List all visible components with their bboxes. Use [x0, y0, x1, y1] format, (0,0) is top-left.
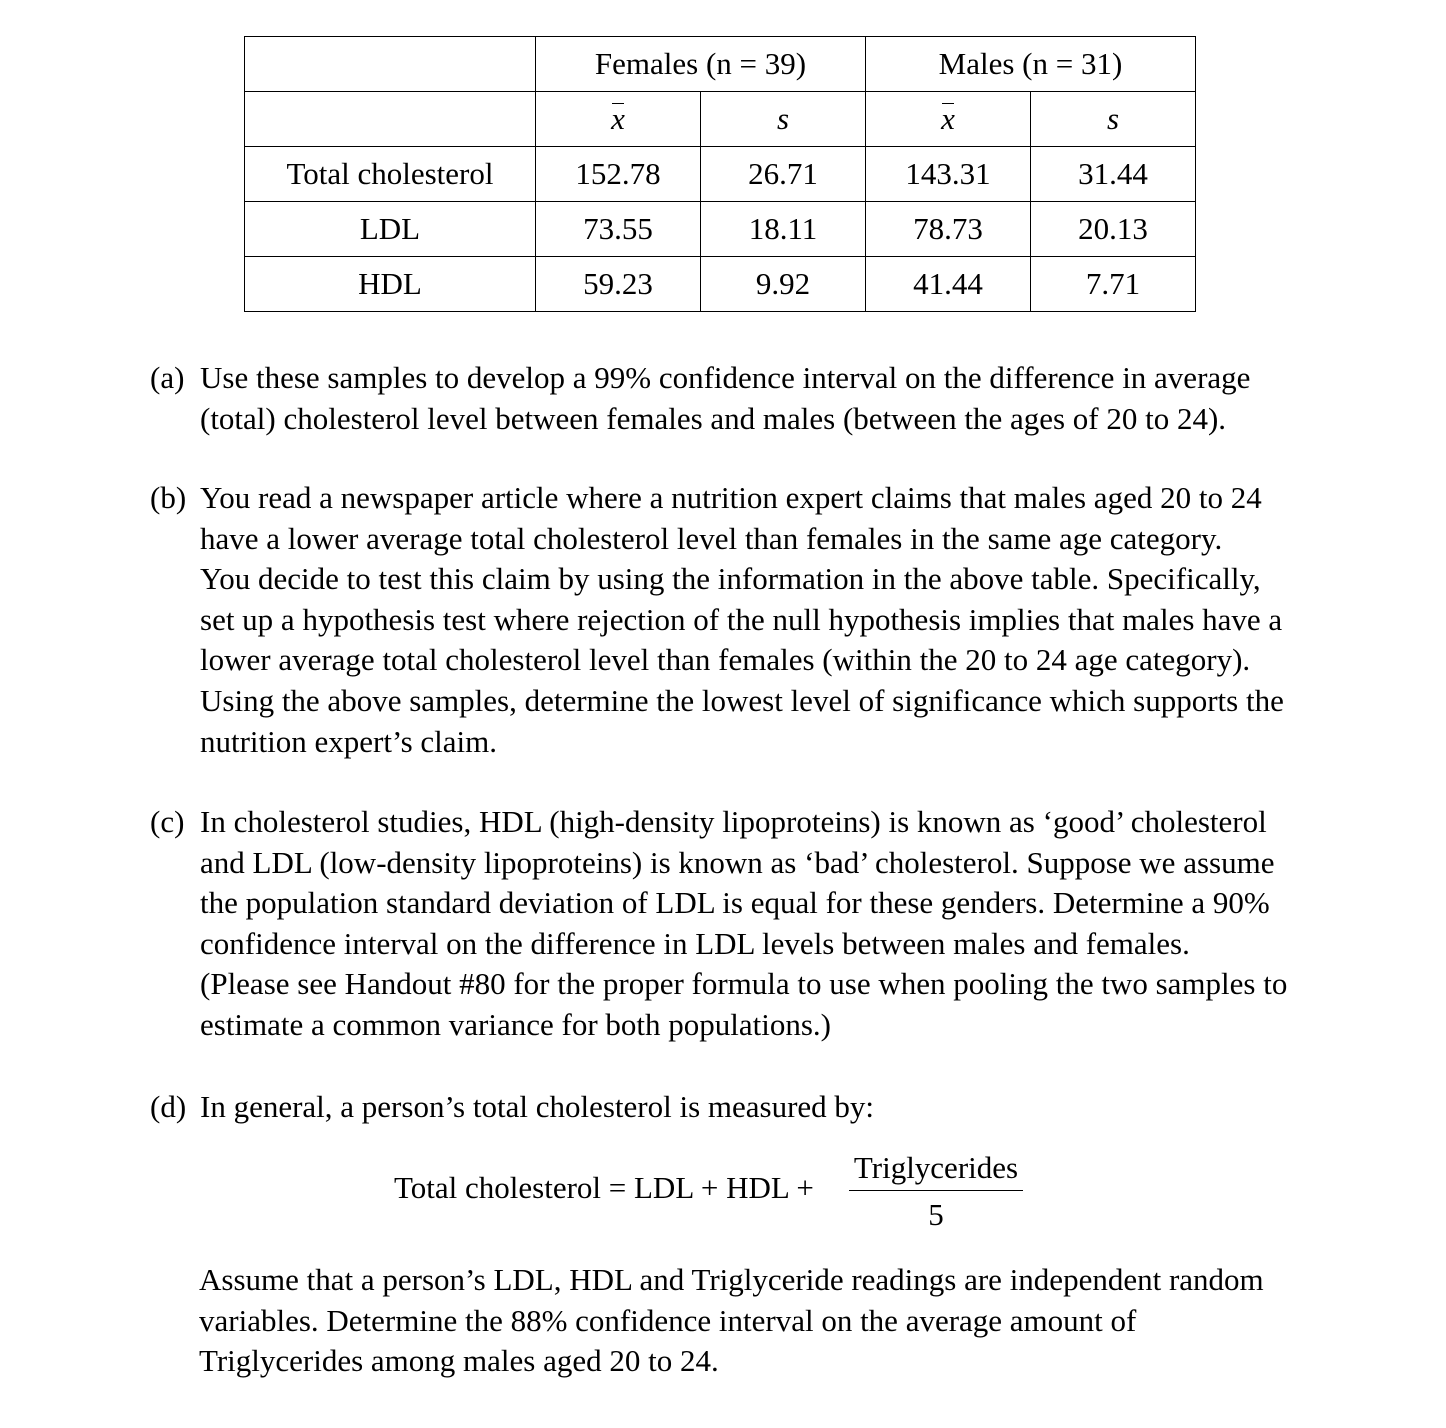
row-label: Total cholesterol: [245, 147, 536, 202]
table-cell: 143.31: [866, 147, 1031, 202]
row-label: HDL: [245, 257, 536, 312]
text-line: variables. Determine the 88% confidence interval on the average amount of: [199, 1302, 1137, 1338]
question-b: [150, 478, 1350, 762]
text-line: Triglycerides among males aged 20 to 24.: [199, 1343, 719, 1379]
table-cell: 78.73: [866, 202, 1031, 257]
symbol-header-mean: x: [536, 92, 701, 147]
group-header-males: Males (n = 31): [866, 37, 1196, 92]
question-text: [200, 802, 1350, 1046]
table-cell: 9.92: [701, 257, 866, 312]
text-line: Use these samples to develop a 99% confidence interval on the difference in average: [200, 360, 1251, 395]
table-header-row-symbols: [245, 92, 1196, 147]
table-row: [245, 147, 1196, 202]
text-line: estimate a common variance for both populations.): [200, 1006, 832, 1042]
table-row: [245, 202, 1196, 257]
text-line: the population standard deviation of LDL is equal for these genders. Determine a 90%: [200, 885, 1270, 921]
text-line: (total) cholesterol level between females and males (between the ages of 20 to 24).: [200, 400, 1227, 436]
text-line: (Please see Handout #80 for the proper formula to use when pooling the two samples to: [200, 966, 1288, 1002]
fraction-numerator: Triglycerides: [849, 1150, 1023, 1191]
question-text: [200, 1087, 1350, 1128]
text-line: In cholesterol studies, HDL (high-density lipoproteins) is known as ‘good’ cholesterol: [200, 804, 1267, 839]
question-d-continuation: [199, 1260, 1359, 1382]
text-line: nutrition expert’s claim.: [200, 723, 498, 759]
fraction-denominator: 5: [928, 1197, 944, 1232]
table-row: [245, 257, 1196, 312]
row-label: LDL: [245, 202, 536, 257]
table-cell: 26.71: [701, 147, 866, 202]
table-cell: 18.11: [701, 202, 866, 257]
table-cell: 59.23: [536, 257, 701, 312]
cholesterol-stats-table: [244, 36, 1196, 312]
text-line: set up a hypothesis test where rejection of the null hypothesis implies that males have a: [200, 601, 1283, 637]
question-label: (c): [150, 804, 185, 839]
table-corner-cell: [245, 92, 536, 147]
question-c: [150, 802, 1350, 1046]
formula-fraction: [849, 1150, 1023, 1233]
table-corner-cell: [245, 37, 536, 92]
text-line: In general, a person’s total cholesterol is measured by:: [200, 1089, 875, 1124]
text-line: have a lower average total cholesterol level than females in the same age category.: [200, 520, 1223, 556]
text-line: You decide to test this claim by using the information in the above table. Specifically,: [200, 561, 1261, 597]
question-label: (a): [150, 360, 185, 395]
question-label: (d): [150, 1089, 187, 1124]
question-text: [200, 478, 1350, 762]
question-text: [200, 358, 1350, 439]
symbol-header-sd: s: [701, 92, 866, 147]
table-cell: 41.44: [866, 257, 1031, 312]
table-cell: 152.78: [536, 147, 701, 202]
text-line: and LDL (low-density lipoproteins) is known as ‘bad’ cholesterol. Suppose we assume: [200, 844, 1275, 880]
table-cell: 7.71: [1031, 257, 1196, 312]
text-line: lower average total cholesterol level than females (within the 20 to 24 age category).: [200, 642, 1251, 678]
question-label: (b): [150, 480, 187, 515]
question-a: [150, 358, 1350, 439]
table-header-row-groups: [245, 37, 1196, 92]
symbol-header-sd: s: [1031, 92, 1196, 147]
text-line: You read a newspaper article where a nutrition expert claims that males aged 20 to 24: [200, 480, 1262, 515]
question-d: [150, 1087, 1350, 1128]
text-line: Using the above samples, determine the lowest level of significance which supports the: [200, 682, 1284, 718]
table-cell: 31.44: [1031, 147, 1196, 202]
symbol-header-mean: x: [866, 92, 1031, 147]
table-cell: 73.55: [536, 202, 701, 257]
table-cell: 20.13: [1031, 202, 1196, 257]
group-header-females: Females (n = 39): [536, 37, 866, 92]
text-line: confidence interval on the difference in LDL levels between males and females.: [200, 925, 1190, 961]
text-line: Assume that a person’s LDL, HDL and Triglyceride readings are independent random: [199, 1262, 1264, 1297]
formula-lhs: Total cholesterol = LDL + HDL +: [394, 1170, 814, 1205]
